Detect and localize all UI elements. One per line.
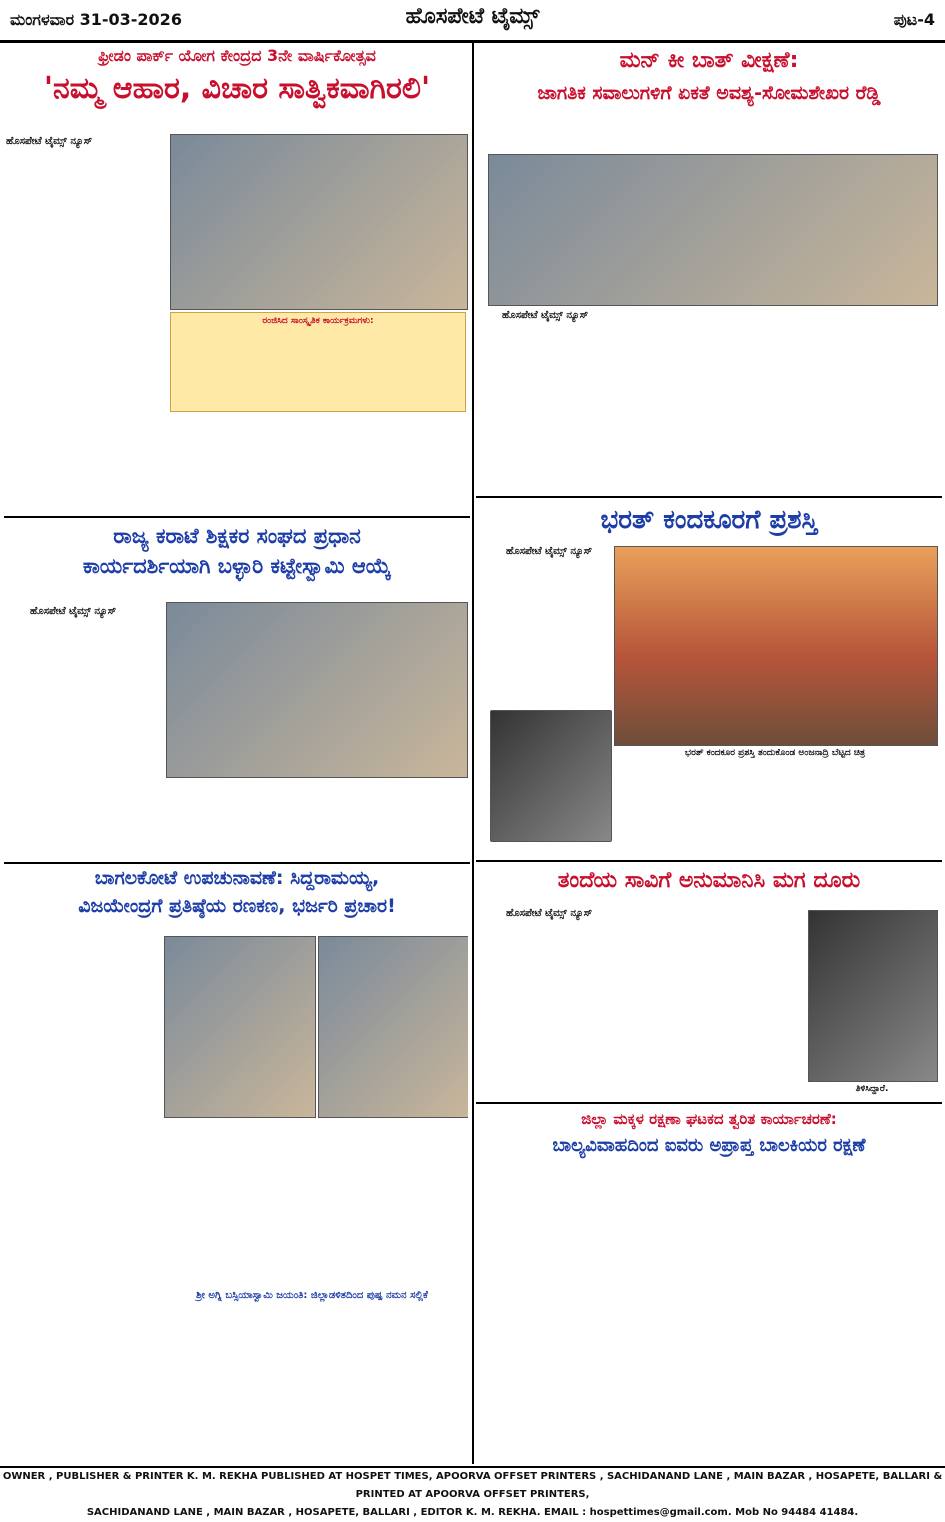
story4-byline: ಹೊಸಪೇಟೆ ಟೈಮ್ಸ್ ನ್ಯೂಸ್ [506, 546, 593, 557]
story1-kicker: ಫ್ರೀಡಂ ಪಾರ್ಕ್ ಯೋಗ ಕೇಂದ್ರದ 3ನೇ ವಾರ್ಷಿಕೋತ್ಸವ [98, 46, 376, 65]
story-bagalkot-bypoll [6, 866, 468, 1462]
center-column-rule [472, 42, 474, 1464]
newspaper-title: ಹೊಸಪೇಟೆ ಟೈಮ್ಸ್ [405, 4, 540, 29]
story5-photo-left [164, 936, 316, 1118]
story5-headline-line1: ಬಾಗಲಕೋಟೆ ಉಪಚುನಾವಣೆ: ಸಿದ್ದರಾಮಯ್ಯ, [94, 867, 380, 889]
story-bharat-award [478, 500, 940, 856]
story1-byline: ಹೊಸಪೇಟೆ ಟೈಮ್ಸ್ ನ್ಯೂಸ್ [6, 136, 93, 147]
story4-portrait [490, 710, 612, 842]
story1-photo [170, 134, 468, 310]
story-karate-association [6, 520, 468, 858]
story2-photo [488, 154, 938, 306]
story-mann-ki-baat [478, 44, 940, 494]
story-child-marriage [478, 1106, 940, 1462]
story4-caption: ಭರತ್ ಕಂದಕೂರ ಪ್ರಶಸ್ತಿ ತಂದುಕೊಂಡ ಅಂಜನಾದ್ರಿ ಬೆಟ್ಟದ ಚಿತ್ರ [684, 748, 866, 758]
imprint-line1: OWNER , PUBLISHER & PRINTER K. M. REKHA PUBLISHED AT HOSPET TIMES, APOORVA OFFSET PRINTERS , SACHIDANAND LANE , MAIN BAZAR , HOSAPETE, BALLARI & PRINTED AT APOORVA OFFSET PRINTERS, [2, 1471, 943, 1500]
issue-date: ಮಂಗಳವಾರ 31-03-2026 [10, 10, 182, 29]
story6-photo [808, 910, 938, 1082]
story1-headline: 'ನಮ್ಮ ಆಹಾರ, ವಿಚಾರ ಸಾತ್ವಿಕವಾಗಿರಲಿ' [43, 71, 431, 106]
divider [476, 860, 942, 862]
story3-byline: ಹೊಸಪೇಟೆ ಟೈಮ್ಸ್ ನ್ಯೂಸ್ [30, 606, 117, 617]
story7-kicker: ಜಿಲ್ಲಾ ಮಕ್ಕಳ ರಕ್ಷಣಾ ಘಟಕದ ತ್ವರಿತ ಕಾರ್ಯಾಚರಣೆ: [581, 1110, 837, 1128]
masthead [0, 0, 945, 43]
story6-headline: ತಂದೆಯ ಸಾವಿಗೆ ಅನುಮಾನಿಸಿ ಮಗ ದೂರು [557, 868, 861, 893]
imprint-footer [0, 1466, 945, 1518]
page-number: ಪುಟ-4 [893, 10, 935, 29]
story5-photo-right [318, 936, 468, 1118]
story4-headline: ಭರತ್ ಕಂದಕೂರಗೆ ಪ್ರಶಸ್ತಿ [600, 505, 818, 535]
story2-headline: ಜಾಗತಿಕ ಸವಾಲುಗಳಿಗೆ ಏಕತೆ ಅವಶ್ಯ-ಸೋಮಶೇಖರ ರೆಡ್ಡಿ [537, 82, 881, 104]
story5-subhead: ಶ್ರೀ ಅಗ್ನಿ ಬಸ್ಸಿಯಾಸ್ವಾಮಿ ಜಯಂತಿ: ಜಿಲ್ಲಾಡಳಿತದಿಂದ ಪುಷ್ಪ ನಮನ ಸಲ್ಲಿಕೆ [196, 1290, 428, 1301]
story2-kicker: ಮನ್ ಕೀ ಬಾತ್ ವೀಕ್ಷಣೆ: [619, 48, 799, 73]
story5-headline-line2: ವಿಜಯೇಂದ್ರಗೆ ಪ್ರತಿಷ್ಠೆಯ ರಣಕಣ, ಭರ್ಜರಿ ಪ್ರಚಾರ! [78, 894, 396, 917]
story3-photo [166, 602, 468, 778]
story-son-complaint [478, 864, 940, 1100]
divider [4, 516, 470, 518]
imprint-line2: SACHIDANAND LANE , MAIN BAZAR , HOSAPETE, BALLARI , EDITOR K. M. REKHA. EMAIL : hospettimes@gmail.com. Mob No 94484 41484. [86, 1507, 859, 1518]
story7-headline: ಬಾಲ್ಯವಿವಾಹದಿಂದ ಐವರು ಅಪ್ರಾಪ್ತ ಬಾಲಕಿಯರ ರಕ್ಷಣೆ [552, 1135, 866, 1156]
story3-headline-line1: ರಾಜ್ಯ ಕರಾಟೆ ಶಿಕ್ಷಕರ ಸಂಘದ ಪ್ರಧಾನ [113, 524, 361, 548]
story2-byline: ಹೊಸಪೇಟೆ ಟೈಮ್ಸ್ ನ್ಯೂಸ್ [502, 310, 589, 321]
story1-highlight-box [170, 312, 466, 412]
story4-hill-photo [614, 546, 938, 746]
story-yoga-anniversary [6, 44, 468, 514]
divider [476, 1102, 942, 1104]
divider [4, 862, 470, 864]
story3-headline-line2: ಕಾರ್ಯದರ್ಶಿಯಾಗಿ ಬಳ್ಳಾರಿ ಕಟ್ಟೇಸ್ವಾಮಿ ಆಯ್ಕೆ [82, 554, 392, 579]
story1-box-title: ರಂಜಿಸಿದ ಸಾಂಸ್ಕೃತಿಕ ಕಾರ್ಯಕ್ರಮಗಳು: [262, 316, 374, 326]
story6-byline: ಹೊಸಪೇಟೆ ಟೈಮ್ಸ್ ನ್ಯೂಸ್ [506, 908, 593, 919]
story6-photo-caption: ತಿಳಿಸಿದ್ದಾರೆ. [855, 1084, 889, 1094]
divider [476, 496, 942, 498]
